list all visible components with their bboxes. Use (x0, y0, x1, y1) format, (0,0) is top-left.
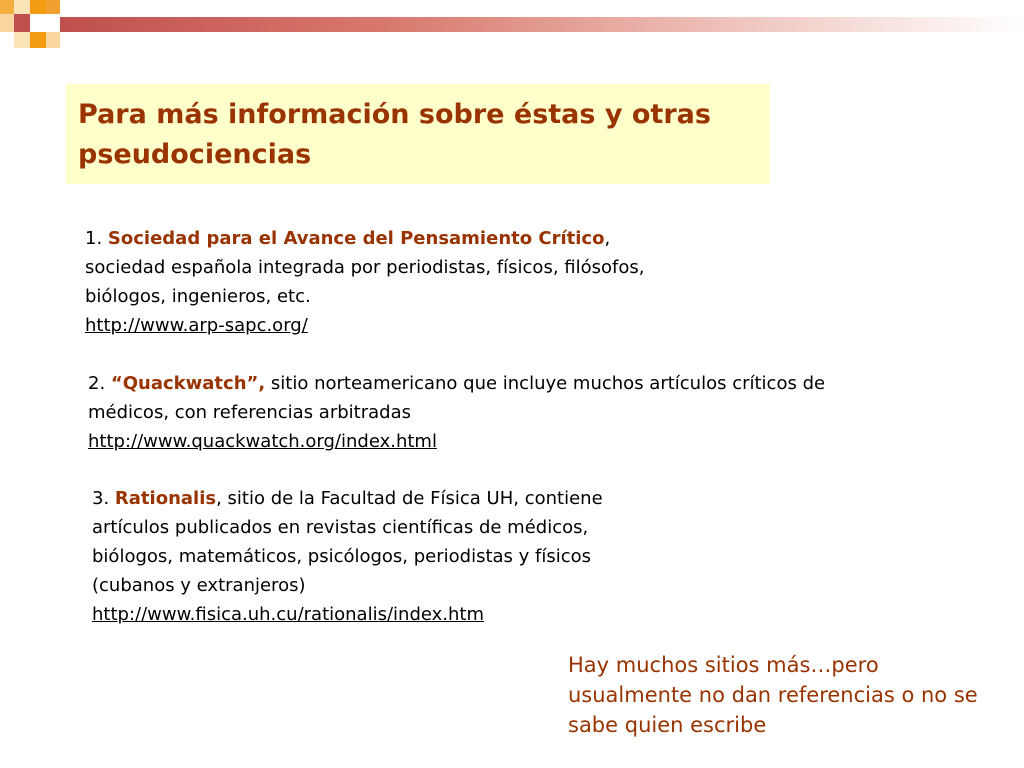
item-description: , sociedad española integrada por periodistas, físicos, filósofos, biólogos, ingenieros, etc. (85, 228, 645, 307)
item-name: “Quackwatch”, (110, 373, 266, 394)
list-item (88, 369, 828, 456)
deco-square (46, 32, 60, 48)
deco-square (14, 14, 30, 32)
item-link[interactable]: http://www.arp-sapc.org/ (85, 315, 308, 336)
item-number: 3. (92, 488, 110, 509)
item-link[interactable]: http://www.quackwatch.org/index.html (88, 431, 437, 452)
deco-square (0, 0, 14, 14)
deco-square (46, 0, 60, 14)
item-link[interactable]: http://www.fisica.uh.cu/rationalis/index.htm (92, 604, 485, 625)
item-number: 1. (85, 228, 103, 249)
item-name: Rationalis (114, 488, 217, 509)
item-number: 2. (88, 373, 106, 394)
deco-square (30, 0, 46, 14)
deco-square (0, 14, 14, 32)
item-description: , sitio de la Facultad de Física UH, contiene artículos publicados en revistas científicas de médicos, biólogos, matemáticos, psicólogos, periodistas y físicos (cubanos y extranjeros) (92, 488, 603, 596)
deco-square (14, 32, 30, 48)
list-item (92, 484, 652, 629)
deco-square (14, 0, 30, 14)
item-name: Sociedad para el Avance del Pensamiento Crítico (107, 228, 605, 249)
deco-square (30, 32, 46, 48)
item-description: sitio norteamericano que incluye muchos artículos críticos de médicos, con referencias arbitradas (88, 373, 826, 423)
list-item (85, 224, 655, 340)
header-bar (60, 17, 1024, 32)
closing-note: Hay muchos sitios más…pero usualmente no dan referencias o no se sabe quien escribe (568, 653, 978, 737)
slide-title: Para más información sobre éstas y otras pseudociencias (78, 99, 711, 170)
